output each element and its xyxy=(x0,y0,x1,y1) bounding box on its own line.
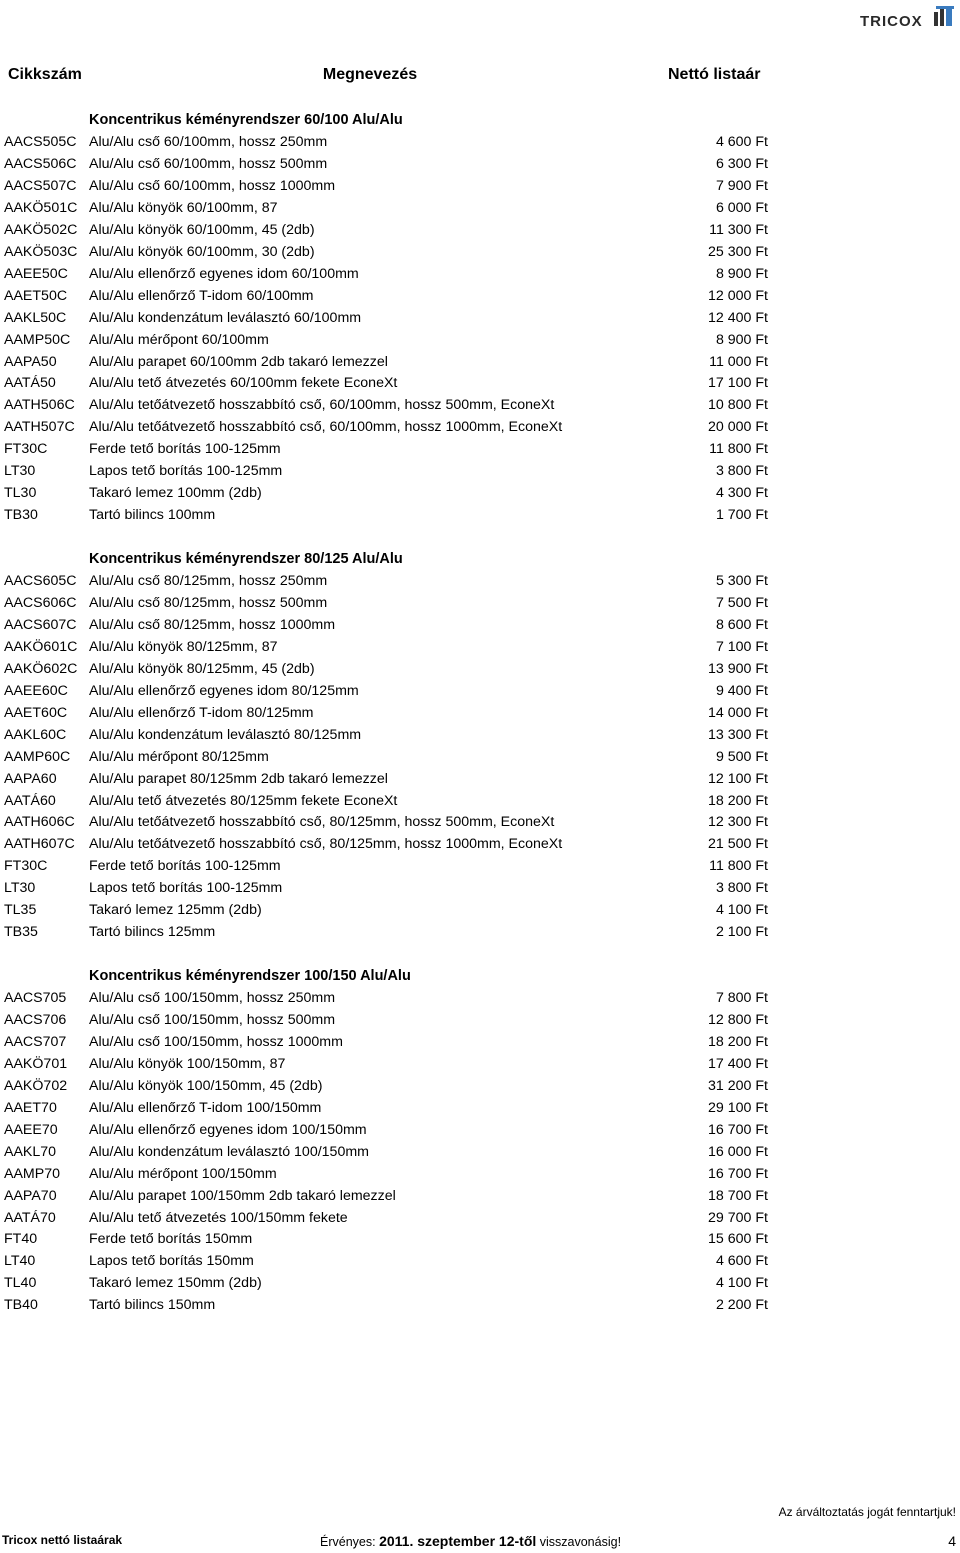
product-price: 17 400 Ft xyxy=(708,1055,768,1072)
product-price: 31 200 Ft xyxy=(708,1077,768,1094)
product-name: Alu/Alu kondenzátum leválasztó 80/125mm xyxy=(89,726,362,743)
table-row xyxy=(0,1231,960,1253)
table-row xyxy=(0,222,960,244)
product-name: Alu/Alu mérőpont 100/150mm xyxy=(89,1165,277,1182)
table-row xyxy=(0,1275,960,1297)
product-name: Alu/Alu ellenőrző egyenes idom 60/100mm xyxy=(89,265,359,282)
product-name: Lapos tető borítás 150mm xyxy=(89,1253,254,1270)
product-price: 5 300 Ft xyxy=(715,573,768,589)
product-code: AAET60C xyxy=(4,704,68,721)
product-code: AACS707 xyxy=(4,1033,67,1050)
product-name: Tartó bilincs 100mm xyxy=(89,507,216,524)
product-code: LT40 xyxy=(4,1253,36,1270)
product-price: 16 700 Ft xyxy=(708,1165,768,1182)
product-code: AAKL50C xyxy=(4,309,67,326)
product-code: TL30 xyxy=(4,485,37,502)
table-row xyxy=(0,595,960,617)
product-name: Alu/Alu könyök 80/125mm, 87 xyxy=(89,638,278,655)
product-price: 4 100 Ft xyxy=(715,902,768,919)
product-code: AAEE50C xyxy=(4,265,68,282)
table-row xyxy=(0,1034,960,1056)
product-name: Alu/Alu könyök 60/100mm, 87 xyxy=(89,199,278,216)
product-code: AACS705 xyxy=(4,990,67,1006)
table-row xyxy=(0,1166,960,1188)
table-row xyxy=(0,485,960,507)
product-price: 29 100 Ft xyxy=(708,1099,768,1116)
product-name: Alu/Alu ellenőrző T-idom 100/150mm xyxy=(89,1099,322,1116)
product-code: AACS605C xyxy=(4,573,77,589)
product-name: Lapos tető borítás 100-125mm xyxy=(89,463,283,480)
table-row xyxy=(0,661,960,683)
table-row xyxy=(0,354,960,376)
product-code: AAKL60C xyxy=(4,726,67,743)
table-row xyxy=(0,683,960,705)
product-code: LT30 xyxy=(4,463,36,480)
product-price: 4 100 Ft xyxy=(715,1275,768,1292)
product-price: 13 300 Ft xyxy=(708,726,768,743)
product-price: 4 300 Ft xyxy=(715,485,768,502)
table-row xyxy=(0,1210,960,1232)
product-name: Alu/Alu könyök 100/150mm, 87 xyxy=(89,1055,286,1072)
column-header-name: Megnevezés xyxy=(322,66,418,83)
product-price: 25 300 Ft xyxy=(708,243,768,260)
product-name: Alu/Alu ellenőrző T-idom 60/100mm xyxy=(89,287,314,304)
table-row xyxy=(0,1012,960,1034)
logo-text: TRICOX xyxy=(860,13,923,30)
table-row xyxy=(0,573,960,595)
product-price: 13 900 Ft xyxy=(708,660,768,677)
product-code: AAKÖ502C xyxy=(4,221,78,238)
product-code: AAPA70 xyxy=(4,1187,57,1204)
product-code: AACS507C xyxy=(4,177,77,194)
product-code: AAKÖ702 xyxy=(4,1077,68,1094)
table-row xyxy=(0,200,960,222)
product-price: 16 000 Ft xyxy=(708,1143,768,1160)
product-name: Alu/Alu tetőátvezető hosszabbító cső, 80/125mm, hossz 1000mm, EconeXt xyxy=(89,836,563,853)
product-price: 8 900 Ft xyxy=(715,265,768,282)
table-row xyxy=(0,332,960,354)
product-name: Alu/Alu könyök 60/100mm, 45 (2db) xyxy=(89,221,315,238)
product-name: Alu/Alu kondenzátum leválasztó 60/100mm xyxy=(89,309,362,326)
product-code: AATÁ50 xyxy=(4,375,56,392)
product-price: 18 700 Ft xyxy=(708,1187,768,1204)
product-price: 1 700 Ft xyxy=(715,507,768,524)
product-price: 20 000 Ft xyxy=(708,419,768,436)
product-price: 11 800 Ft xyxy=(709,858,768,875)
product-name: Alu/Alu könyök 60/100mm, 30 (2db) xyxy=(89,243,315,260)
table-row xyxy=(0,134,960,156)
product-code: FT40 xyxy=(4,1231,38,1248)
section-title: Koncentrikus kéményrendszer 80/125 Alu/Alu xyxy=(89,551,403,567)
product-code: AAKL70 xyxy=(4,1143,57,1160)
product-price: 2 200 Ft xyxy=(715,1297,768,1314)
product-name: Alu/Alu cső 60/100mm, hossz 250mm xyxy=(89,134,328,150)
product-name: Alu/Alu tetőátvezető hosszabbító cső, 60/100mm, hossz 1000mm, EconeXt xyxy=(89,419,563,436)
product-code: AAPA50 xyxy=(4,353,57,370)
product-price: 7 100 Ft xyxy=(715,638,768,655)
product-code: LT30 xyxy=(4,880,36,897)
product-name: Alu/Alu ellenőrző egyenes idom 80/125mm xyxy=(89,682,359,699)
product-name: Alu/Alu ellenőrző T-idom 80/125mm xyxy=(89,704,314,721)
product-code: TB30 xyxy=(4,507,38,524)
product-price: 7 500 Ft xyxy=(715,594,768,611)
table-row xyxy=(0,771,960,793)
product-name: Alu/Alu cső 100/150mm, hossz 250mm xyxy=(89,990,336,1006)
table-row xyxy=(0,858,960,880)
section-title: Koncentrikus kéményrendszer 60/100 Alu/Alu xyxy=(89,112,403,128)
product-price: 7 900 Ft xyxy=(715,177,768,194)
product-code: AAKÖ501C xyxy=(4,199,78,216)
product-name: Lapos tető borítás 100-125mm xyxy=(89,880,283,897)
product-price: 6 000 Ft xyxy=(715,199,768,216)
product-price: 4 600 Ft xyxy=(715,134,768,150)
product-price: 9 400 Ft xyxy=(715,682,768,699)
table-row xyxy=(0,727,960,749)
product-code: AACS706 xyxy=(4,1011,67,1028)
table-row xyxy=(0,1253,960,1275)
product-code: AAEE70 xyxy=(4,1121,58,1138)
product-price: 11 000 Ft xyxy=(709,353,768,370)
product-name: Tartó bilincs 150mm xyxy=(89,1297,216,1314)
product-name: Alu/Alu cső 80/125mm, hossz 500mm xyxy=(89,594,328,611)
product-name: Alu/Alu cső 80/125mm, hossz 250mm xyxy=(89,573,328,589)
product-price: 4 600 Ft xyxy=(715,1253,768,1270)
table-row xyxy=(0,266,960,288)
page-number: 4 xyxy=(948,1533,956,1549)
product-name: Alu/Alu mérőpont 60/100mm xyxy=(89,331,269,348)
product-code: AAKÖ602C xyxy=(4,660,78,677)
product-code: AAEE60C xyxy=(4,682,68,699)
product-name: Alu/Alu könyök 100/150mm, 45 (2db) xyxy=(89,1077,323,1094)
table-row xyxy=(0,156,960,178)
product-code: AAKÖ701 xyxy=(4,1055,68,1072)
table-row xyxy=(0,880,960,902)
table-row xyxy=(0,1122,960,1144)
product-price: 21 500 Ft xyxy=(708,836,768,853)
table-row xyxy=(0,507,960,529)
table-row xyxy=(0,397,960,419)
product-name: Alu/Alu cső 100/150mm, hossz 1000mm xyxy=(89,1033,343,1050)
table-row xyxy=(0,1188,960,1210)
product-code: AATH507C xyxy=(4,419,75,436)
table-row xyxy=(0,1056,960,1078)
product-name: Alu/Alu cső 60/100mm, hossz 500mm xyxy=(89,155,328,172)
product-code: AAET70 xyxy=(4,1099,57,1116)
product-name: Ferde tető borítás 100-125mm xyxy=(89,441,281,458)
product-price: 14 000 Ft xyxy=(708,704,768,721)
product-price: 8 900 Ft xyxy=(715,331,768,348)
product-name: Alu/Alu kondenzátum leválasztó 100/150mm xyxy=(89,1143,369,1160)
rights-note: Az árváltoztatás jogát fenntartjuk! xyxy=(778,1505,956,1519)
product-code: AAET50C xyxy=(4,287,68,304)
product-name: Alu/Alu tető átvezetés 100/150mm fekete xyxy=(89,1209,348,1226)
product-price: 12 300 Ft xyxy=(708,814,768,831)
product-name: Takaró lemez 125mm (2db) xyxy=(89,902,262,919)
product-price: 12 400 Ft xyxy=(708,309,768,326)
column-header-price: Nettó listaár xyxy=(668,66,761,83)
product-code: AATH607C xyxy=(4,836,75,853)
product-price: 3 800 Ft xyxy=(715,463,768,480)
product-code: AATH606C xyxy=(4,814,75,831)
product-code: AACS506C xyxy=(4,155,77,172)
product-price: 18 200 Ft xyxy=(708,792,768,809)
product-code: AATÁ70 xyxy=(4,1209,56,1226)
product-name: Alu/Alu parapet 80/125mm 2db takaró lemezzel xyxy=(89,770,388,787)
product-code: AATH506C xyxy=(4,397,75,414)
tricox-logo xyxy=(858,4,958,30)
table-row xyxy=(0,178,960,200)
table-row xyxy=(0,924,960,946)
table-row xyxy=(0,441,960,463)
table-row xyxy=(0,793,960,815)
product-code: FT30C xyxy=(4,858,48,875)
section-title: Koncentrikus kéményrendszer 100/150 Alu/Alu xyxy=(89,968,411,984)
product-code: AAMP70 xyxy=(4,1165,60,1182)
product-code: AACS606C xyxy=(4,594,77,611)
product-price: 7 800 Ft xyxy=(715,990,768,1006)
table-row xyxy=(0,375,960,397)
product-code: AACS505C xyxy=(4,134,77,150)
column-header-code: Cikkszám xyxy=(8,66,82,83)
table-row xyxy=(0,705,960,727)
product-price: 10 800 Ft xyxy=(708,397,768,414)
product-code: AAMP50C xyxy=(4,331,71,348)
product-code: AAMP60C xyxy=(4,748,71,765)
footer-title: Tricox nettó listaárak xyxy=(2,1533,123,1547)
product-price: 6 300 Ft xyxy=(715,155,768,172)
table-row xyxy=(0,419,960,441)
product-price: 8 600 Ft xyxy=(715,616,768,633)
table-row xyxy=(0,463,960,485)
product-price: 2 100 Ft xyxy=(715,924,768,941)
product-name: Alu/Alu cső 80/125mm, hossz 1000mm xyxy=(89,616,336,633)
product-name: Alu/Alu tető átvezetés 80/125mm fekete EconeXt xyxy=(89,792,398,809)
table-row xyxy=(0,814,960,836)
table-row xyxy=(0,990,960,1012)
product-price: 12 100 Ft xyxy=(708,770,768,787)
product-code: AACS607C xyxy=(4,616,77,633)
table-row xyxy=(0,244,960,266)
product-name: Alu/Alu könyök 80/125mm, 45 (2db) xyxy=(89,660,315,677)
product-name: Ferde tető borítás 100-125mm xyxy=(89,858,281,875)
product-name: Alu/Alu cső 100/150mm, hossz 500mm xyxy=(89,1011,336,1028)
product-price: 3 800 Ft xyxy=(715,880,768,897)
table-row xyxy=(0,836,960,858)
product-price: 29 700 Ft xyxy=(708,1209,768,1226)
product-code: AATÁ60 xyxy=(4,792,56,809)
product-name: Alu/Alu cső 60/100mm, hossz 1000mm xyxy=(89,177,336,194)
product-price: 11 800 Ft xyxy=(709,441,768,458)
product-code: TL40 xyxy=(4,1275,37,1292)
product-code: TB40 xyxy=(4,1297,38,1314)
table-row xyxy=(0,749,960,771)
product-price: 17 100 Ft xyxy=(708,375,768,392)
product-name: Takaró lemez 100mm (2db) xyxy=(89,485,262,502)
validity-suffix: visszavonásig! xyxy=(539,1535,622,1549)
table-row xyxy=(0,902,960,924)
product-name: Alu/Alu parapet 60/100mm 2db takaró lemezzel xyxy=(89,353,388,370)
table-row xyxy=(0,1297,960,1319)
product-price: 12 000 Ft xyxy=(708,287,768,304)
product-price: 18 200 Ft xyxy=(708,1033,768,1050)
table-row xyxy=(0,288,960,310)
validity-date: 2011. szeptember 12-től xyxy=(379,1533,537,1549)
table-row xyxy=(0,617,960,639)
product-price: 9 500 Ft xyxy=(715,748,768,765)
table-row xyxy=(0,1144,960,1166)
product-code: TL35 xyxy=(4,902,37,919)
validity-note xyxy=(320,1533,621,1549)
product-name: Alu/Alu tető átvezetés 60/100mm fekete EconeXt xyxy=(89,375,398,392)
product-code: TB35 xyxy=(4,924,38,941)
table-row xyxy=(0,1100,960,1122)
product-name: Tartó bilincs 125mm xyxy=(89,924,216,941)
table-row xyxy=(0,310,960,332)
product-price: 15 600 Ft xyxy=(708,1231,768,1248)
product-name: Alu/Alu tetőátvezető hosszabbító cső, 80/125mm, hossz 500mm, EconeXt xyxy=(89,814,555,831)
product-name: Alu/Alu parapet 100/150mm 2db takaró lemezzel xyxy=(89,1187,396,1204)
product-name: Alu/Alu tetőátvezető hosszabbító cső, 60/100mm, hossz 500mm, EconeXt xyxy=(89,397,555,414)
product-name: Ferde tető borítás 150mm xyxy=(89,1231,253,1248)
product-price: 12 800 Ft xyxy=(708,1011,768,1028)
product-price: 11 300 Ft xyxy=(709,221,768,238)
validity-label: Érvényes: xyxy=(320,1535,376,1549)
product-name: Takaró lemez 150mm (2db) xyxy=(89,1275,262,1292)
table-row xyxy=(0,639,960,661)
product-price: 16 700 Ft xyxy=(708,1121,768,1138)
product-name: Alu/Alu ellenőrző egyenes idom 100/150mm xyxy=(89,1121,367,1138)
product-code: AAPA60 xyxy=(4,770,57,787)
product-code: AAKÖ601C xyxy=(4,638,78,655)
table-row xyxy=(0,1078,960,1100)
product-code: AAKÖ503C xyxy=(4,243,78,260)
product-code: FT30C xyxy=(4,441,48,458)
product-name: Alu/Alu mérőpont 80/125mm xyxy=(89,748,269,765)
